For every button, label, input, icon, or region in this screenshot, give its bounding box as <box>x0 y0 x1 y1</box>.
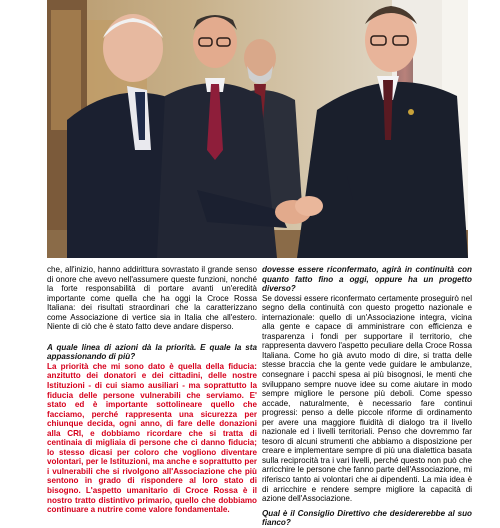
right-column <box>262 265 472 528</box>
answer-paragraph: Se dovessi essere riconfermato certamente proseguirò nel segno della continuità con questo progetto nazionale e internazionale: quello di un'Associazione integra, vicina alla gente e capace di amministrare con efficienza e trasparenza i fondi per supportare il territorio, che rappresenta davvero l'aspetto peculiare della Croce Rossa Italiana. Come ho già avuto modo di dire, si tratta delle stesse braccia che la gente vede guidare le ambulanze, consegnare i pacchi spesa ai più bisognosi, le menti che sviluppano sempre nuove idee su come aiutare in modo sempre migliore le persone più deboli. Come spesso accade, naturalmente, è necessario fare continui progressi: penso a delle piccole riforme di ordinamento per avere una maggiore fluidità di dialogo tra il livello nazionale ed i livelli territoriali. Penso che dovremmo far tesoro di alcuni strumenti che abbiamo a disposizione per creare e implementare sempre di più una dialettica basata sulla reciprocità tra i vari livelli, perché questo non può che arricchire le persone che fanno parte dell'Associazione, mi riferisco tanto ai volontari che ai dipendenti. La mia idea è di arricchire e rendere sempre migliore la capacità di azione dell'Associazione. <box>262 293 472 504</box>
cover-photo <box>47 0 468 258</box>
left-column <box>47 265 257 515</box>
question-heading-continued: dovesse essere riconfermato, agirà in continuità con quanto fatto fino a oggi, oppure ha un progetto diverso? <box>262 265 472 294</box>
question-heading-next: Qual è il Consiglio Direttivo che desidererebbe al suo fianco? <box>262 508 472 528</box>
handshake-photo <box>47 0 468 258</box>
intro-paragraph: che, all'inizio, hanno addirittura sovrastato il grande senso di onore che avevo nell'assumere queste funzioni, nonché la forte responsabilità di portare avanti un'eredità importante come quella che ha oggi la Croce Rossa Italiana: dei risultati straordinari che la caratterizzano come Associazione di vertice sia in Italia che all'estero. Niente di ciò che è stato fatto deve andare disperso. <box>47 265 257 332</box>
question-heading: A quale linea di azioni dà la priorità. E quale la sta appassionando di più? <box>47 342 257 362</box>
answer-paragraph-highlight: La priorità che mi sono dato è quella della fiducia: anzitutto dei donatori e dei cittadini, delle nostre Istituzioni - di cui siamo ausiliari - ma soprattutto la fiducia delle persone vulnerabili che serviamo. E' stato ed è importante sottolineare quello che facciamo, perché rappresenta una sicurezza per chiunque decida, ogni anno, di fare delle donazioni alla CRI, e dobbiamo ricordare che si tratta di centinaia di migliaia di persone che ci danno fiducia; lo stesso dicasi per coloro che vogliono diventare volontari, per le Istituzioni, ma anche e soprattutto per i vulnerabili che si rivolgono all'Associazione che più sentono in grado di rispondere al loro stato di bisogno. L'aspetto umanitario di Croce Rossa è il nostro tratto distintivo primario, quello che dobbiamo continuare a nutrire come valore fondamentale. <box>47 361 257 515</box>
